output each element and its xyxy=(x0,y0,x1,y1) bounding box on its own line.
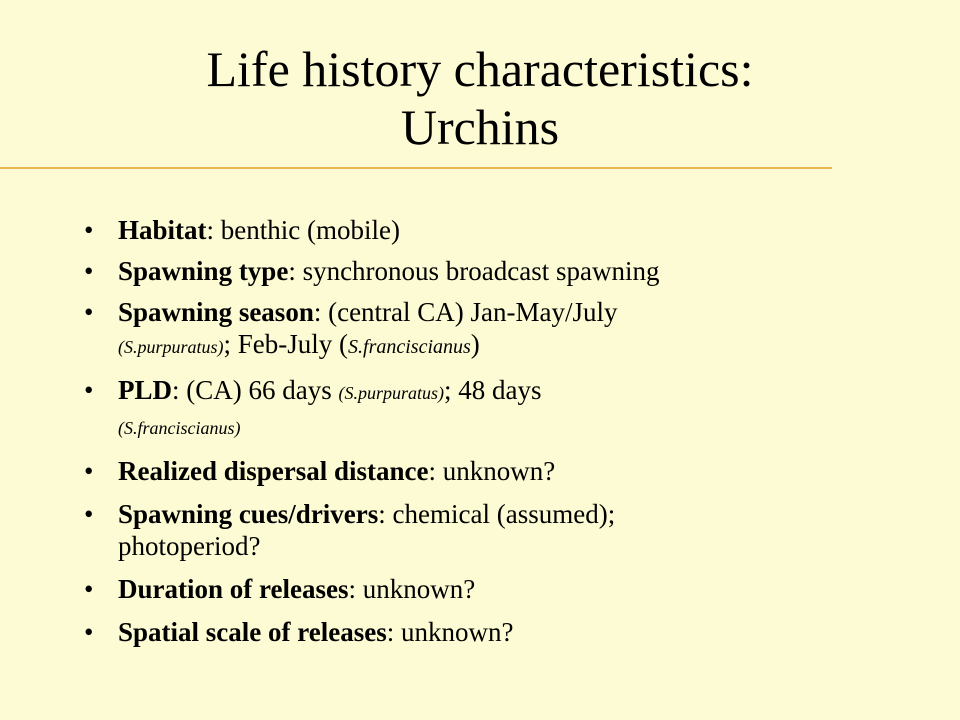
bullet-text: : unknown? xyxy=(386,617,514,647)
bullet-label: Spatial scale of releases xyxy=(118,617,387,647)
bullet-label: PLD xyxy=(118,375,172,405)
bullet-dot-icon: • xyxy=(84,297,94,327)
bullet-item-spawning-season xyxy=(84,296,934,363)
bullet-label: Duration of releases xyxy=(118,574,349,604)
species-purpuratus: (S.purpuratus) xyxy=(338,383,444,403)
bullet-list xyxy=(84,214,934,648)
bullet-label: Realized dispersal distance xyxy=(118,456,429,486)
bullet-text: : unknown? xyxy=(428,456,556,486)
bullet-label: Habitat xyxy=(118,215,207,245)
bullet-item-habitat xyxy=(84,214,934,246)
bullet-text-mid: ; 48 days xyxy=(444,375,542,405)
bullet-text: : chemical (assumed); xyxy=(378,499,616,529)
bullet-text-continued: photoperiod? xyxy=(118,531,261,561)
bullet-dot-icon: • xyxy=(84,456,94,486)
bullet-item-spawning-type xyxy=(84,255,934,287)
bullet-label: Spawning cues/drivers xyxy=(118,499,379,529)
bullet-text: : benthic (mobile) xyxy=(206,215,400,245)
title-line-1: Life history characteristics: xyxy=(206,41,754,97)
bullet-dot-icon: • xyxy=(84,256,94,286)
slide-title xyxy=(0,40,960,156)
species-franciscianus: S.franciscianus xyxy=(348,336,471,358)
title-line-2: Urchins xyxy=(400,99,560,155)
bullet-dot-icon: • xyxy=(84,574,94,604)
title-underline-rule xyxy=(0,167,832,169)
bullet-item-dispersal xyxy=(84,455,934,487)
bullet-item-duration xyxy=(84,573,934,605)
bullet-label: Spawning season xyxy=(118,297,314,327)
bullet-text-mid: ; Feb-July ( xyxy=(223,329,349,359)
bullet-item-spawning-cues xyxy=(84,498,934,562)
bullet-text: : unknown? xyxy=(348,574,476,604)
species-franciscianus: (S.franciscianus) xyxy=(118,418,241,438)
species-purpuratus: (S.purpuratus) xyxy=(118,337,224,357)
bullet-text: : synchronous broadcast spawning xyxy=(288,256,660,286)
bullet-dot-icon: • xyxy=(84,499,94,529)
bullet-dot-icon: • xyxy=(84,617,94,647)
bullet-dot-icon: • xyxy=(84,215,94,245)
bullet-text-end: ) xyxy=(470,329,480,359)
bullet-item-spatial-scale xyxy=(84,616,934,648)
bullet-text: : (CA) 66 days xyxy=(172,375,339,405)
bullet-text: : (central CA) Jan-May/July xyxy=(313,297,618,327)
bullet-label: Spawning type xyxy=(118,256,289,286)
bullet-dot-icon: • xyxy=(84,375,94,405)
bullet-item-pld xyxy=(84,374,934,444)
